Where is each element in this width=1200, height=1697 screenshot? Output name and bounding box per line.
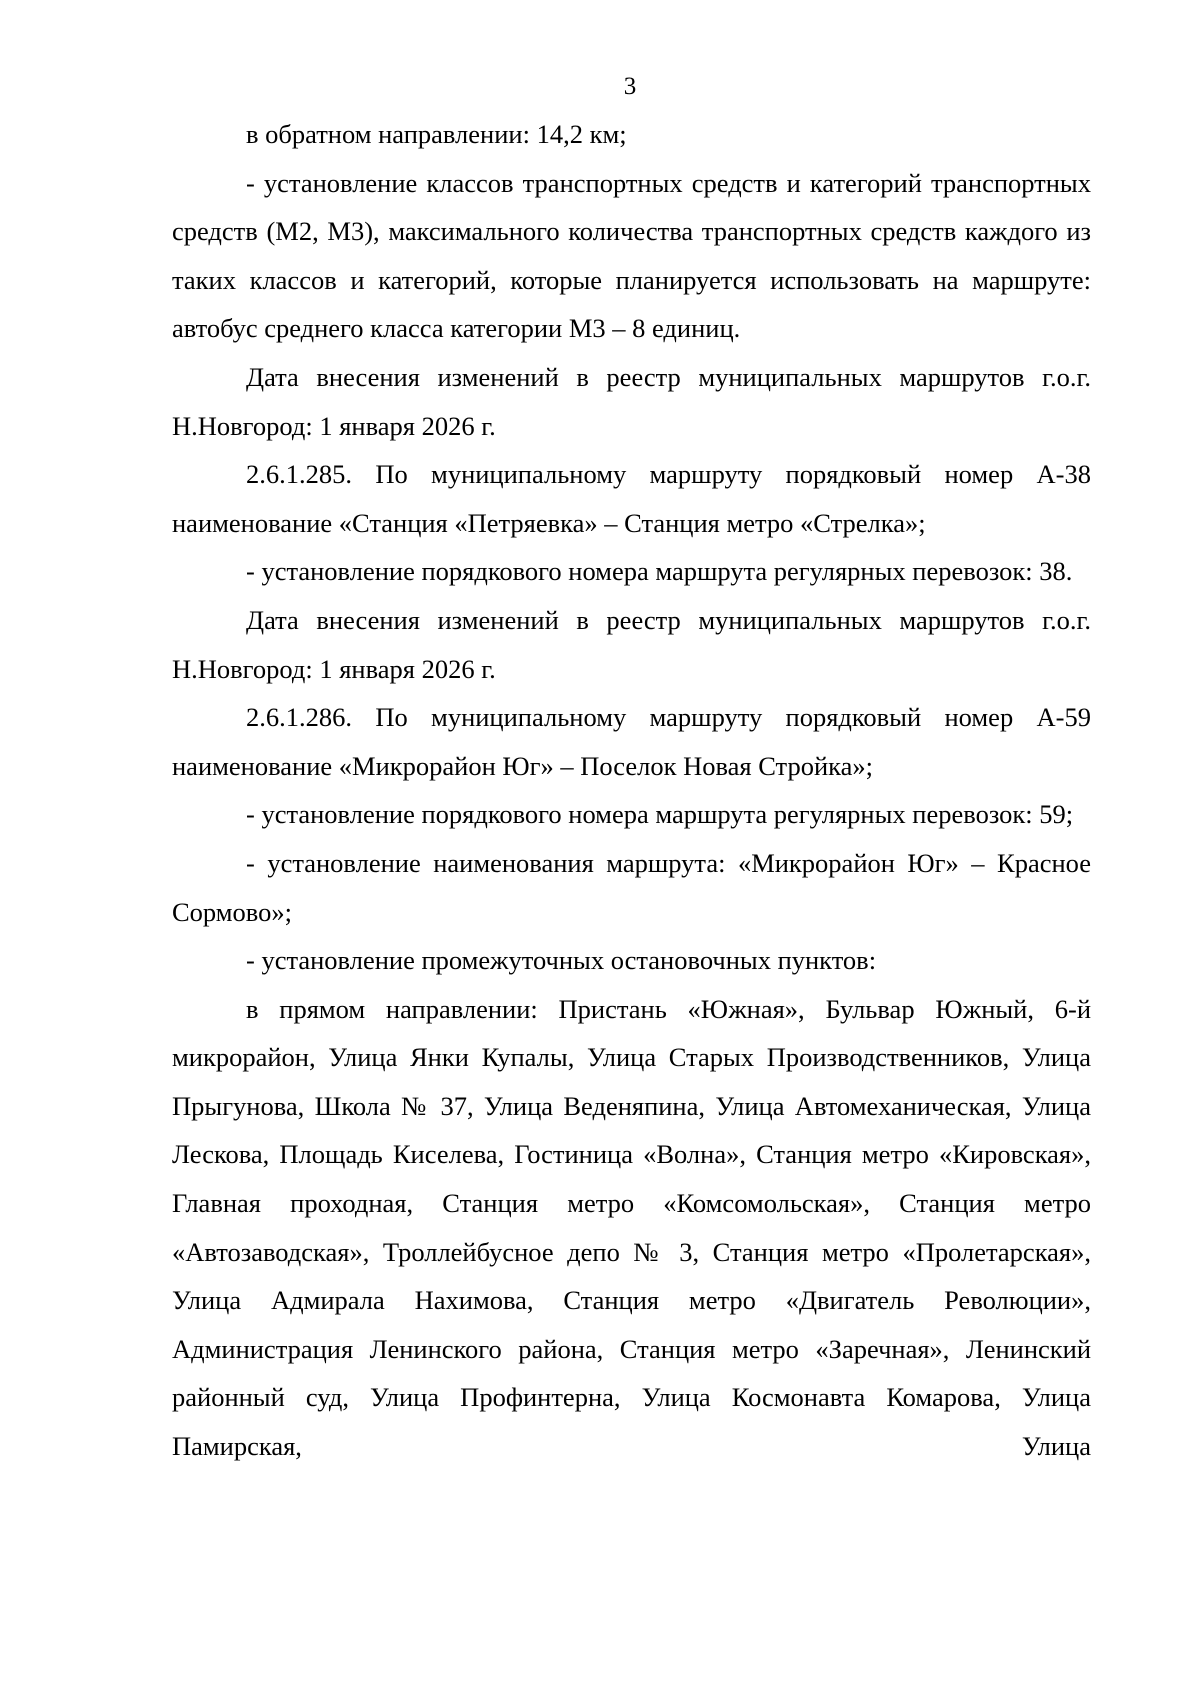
paragraph-return-distance: в обратном направлении: 14,2 км; xyxy=(246,119,627,149)
paragraph-route-number-38: - установление порядкового номера маршрута регулярных перевозок: 38. xyxy=(246,556,1073,587)
paragraph-route-a38: 2.6.1.285. По муниципальному маршруту порядковый номер А-38 наименование «Станция «Петряевка» – Станция метро «Стрелка»; xyxy=(172,459,1091,538)
paragraph-route-number-59: - установление порядкового номера маршрута регулярных перевозок: 59; xyxy=(246,799,1074,830)
document-body xyxy=(172,110,1091,1471)
paragraph-registry-date: Дата внесения изменений в реестр муниципальных маршрутов г.о.г. Н.Новгород: 1 января 2026 г. xyxy=(172,361,1091,441)
paragraph-forward-stops: в прямом направлении: Пристань «Южная», Бульвар Южный, 6-й микрорайон, Улица Янки Купалы, Улица Старых Производственников, Улица Прыгунова, Школа № 37, Улица Веденяпина, Улица Автомеханическая, Улица Лескова, Площадь Киселева, Гостиница «Волна», Станция метро «Кировская», Главная проходная, Станция метро «Комсомольская», Станция метро «Автозаводская», Троллейбусное депо № 3, Станция метро «Пролетарская», Улица Адмирала Нахимова, Станция метро «Двигатель Революции», Администрация Ленинского района, Станция метро «Заречная», Ленинский районный суд, Улица Профинтерна, Улица Космонавта Комарова, Улица Памирская, Улица xyxy=(172,993,1091,1462)
paragraph-route-a59: 2.6.1.286. По муниципальному маршруту порядковый номер А-59 наименование «Микрорайон Юг» – Поселок Новая Стройка»; xyxy=(172,702,1091,781)
page-number: 3 xyxy=(623,73,637,100)
paragraph-registry-date: Дата внесения изменений в реестр муниципальных маршрутов г.о.г. Н.Новгород: 1 января 2026 г. xyxy=(172,604,1091,684)
paragraph-vehicle-classes: - установление классов транспортных средств и категорий транспортных средств (М2, М3), максимального количества транспортных средств каждого из таких классов и категорий, которые планируется использовать на маршруте: автобус среднего класса категории М3 – 8 единиц. xyxy=(172,167,1091,344)
paragraph-route-name: - установление наименования маршрута: «Микрорайон Юг» – Красное Сормово»; xyxy=(172,847,1091,927)
paragraph-intermediate-stops-heading: - установление промежуточных остановочных пунктов: xyxy=(246,945,877,976)
